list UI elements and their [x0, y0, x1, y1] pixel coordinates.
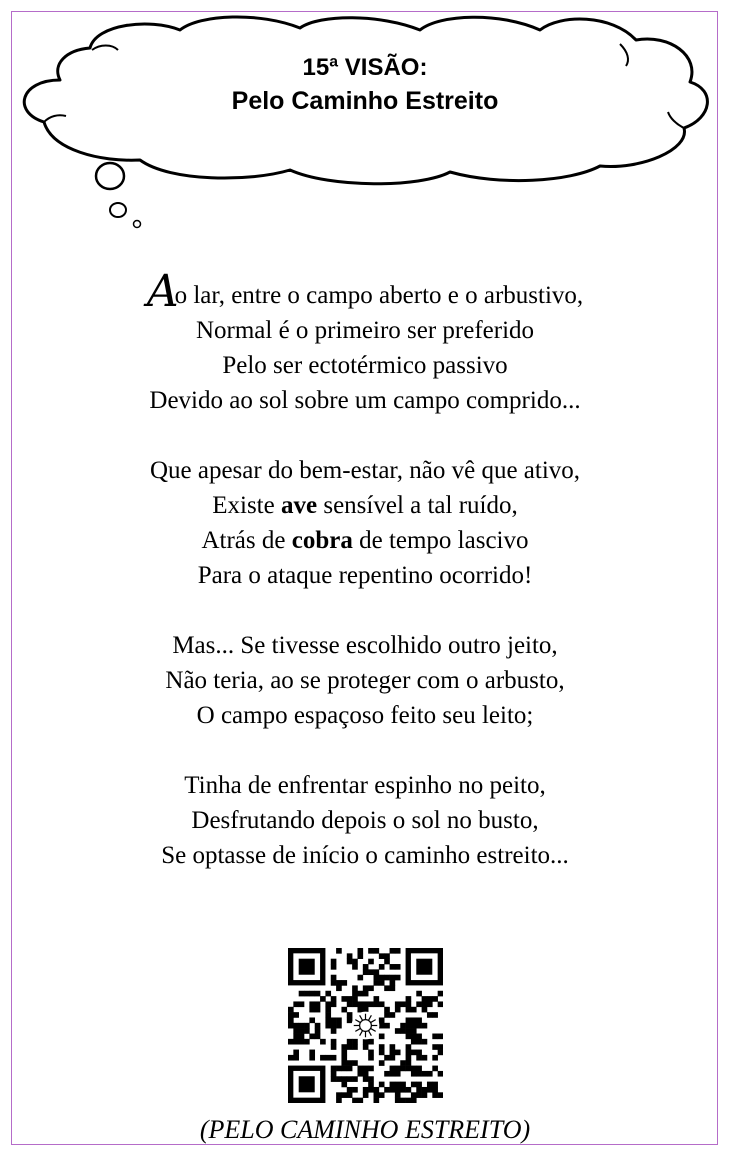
caption: (PELO CAMINHO ESTREITO) — [199, 1115, 531, 1144]
line-text: O campo espaçoso feito seu leito; — [196, 702, 534, 729]
poem — [0, 266, 730, 873]
bold-word: ave — [280, 492, 318, 519]
stanza — [0, 768, 730, 873]
qr-code — [288, 948, 443, 1103]
poem-line — [0, 348, 730, 383]
line-text: Normal é o primeiro ser preferido — [195, 317, 535, 344]
stanza — [0, 453, 730, 593]
line-text: Tinha de enfrentar espinho no peito, — [184, 772, 546, 799]
stanza — [0, 628, 730, 733]
line-text: Para o ataque repentino ocorrido! — [197, 562, 533, 589]
poem-line — [0, 628, 730, 663]
line-text: sensível a tal ruído, — [317, 492, 518, 519]
line-text: Devido ao sol sobre um campo comprido... — [149, 387, 581, 414]
poem-line — [0, 768, 730, 803]
poem-line — [0, 453, 730, 488]
poem-line — [0, 488, 730, 523]
line-text: o lar, entre o campo aberto e o arbustivo, — [174, 282, 584, 309]
line-text: de tempo lascivo — [352, 527, 529, 554]
poem-line — [0, 266, 730, 317]
line-text: Se optasse de início o caminho estreito... — [161, 842, 569, 869]
stanza — [0, 266, 730, 418]
line-text: Que apesar do bem-estar, não vê que ativo, — [149, 457, 581, 484]
line-text: Atrás de — [201, 527, 292, 554]
line-text: Não teria, ao se proteger com o arbusto, — [165, 667, 565, 694]
poem-line — [0, 838, 730, 873]
line-text: Desfrutando depois o sol no busto, — [191, 807, 539, 834]
bubble-small — [134, 221, 141, 228]
bubble-large — [96, 163, 124, 189]
bubble-medium — [110, 203, 126, 217]
poem-line — [0, 523, 730, 558]
sun-emblem-icon — [352, 1012, 380, 1040]
poem-line — [0, 383, 730, 418]
page-title: Pelo Caminho Estreito — [231, 87, 499, 115]
thought-bubble-cloud — [0, 0, 730, 240]
poem-line — [0, 313, 730, 348]
line-text: Mas... Se tivesse escolhido outro jeito, — [172, 632, 558, 659]
line-text: Existe — [212, 492, 281, 519]
bold-word: cobra — [291, 527, 353, 554]
poem-line — [0, 803, 730, 838]
title-number: 15ª VISÃO: — [302, 54, 428, 81]
drop-cap: A — [146, 266, 175, 317]
poem-line — [0, 558, 730, 593]
line-text: Pelo ser ectotérmico passivo — [222, 352, 508, 379]
poem-line — [0, 663, 730, 698]
title-block — [150, 52, 580, 118]
poem-line — [0, 698, 730, 733]
